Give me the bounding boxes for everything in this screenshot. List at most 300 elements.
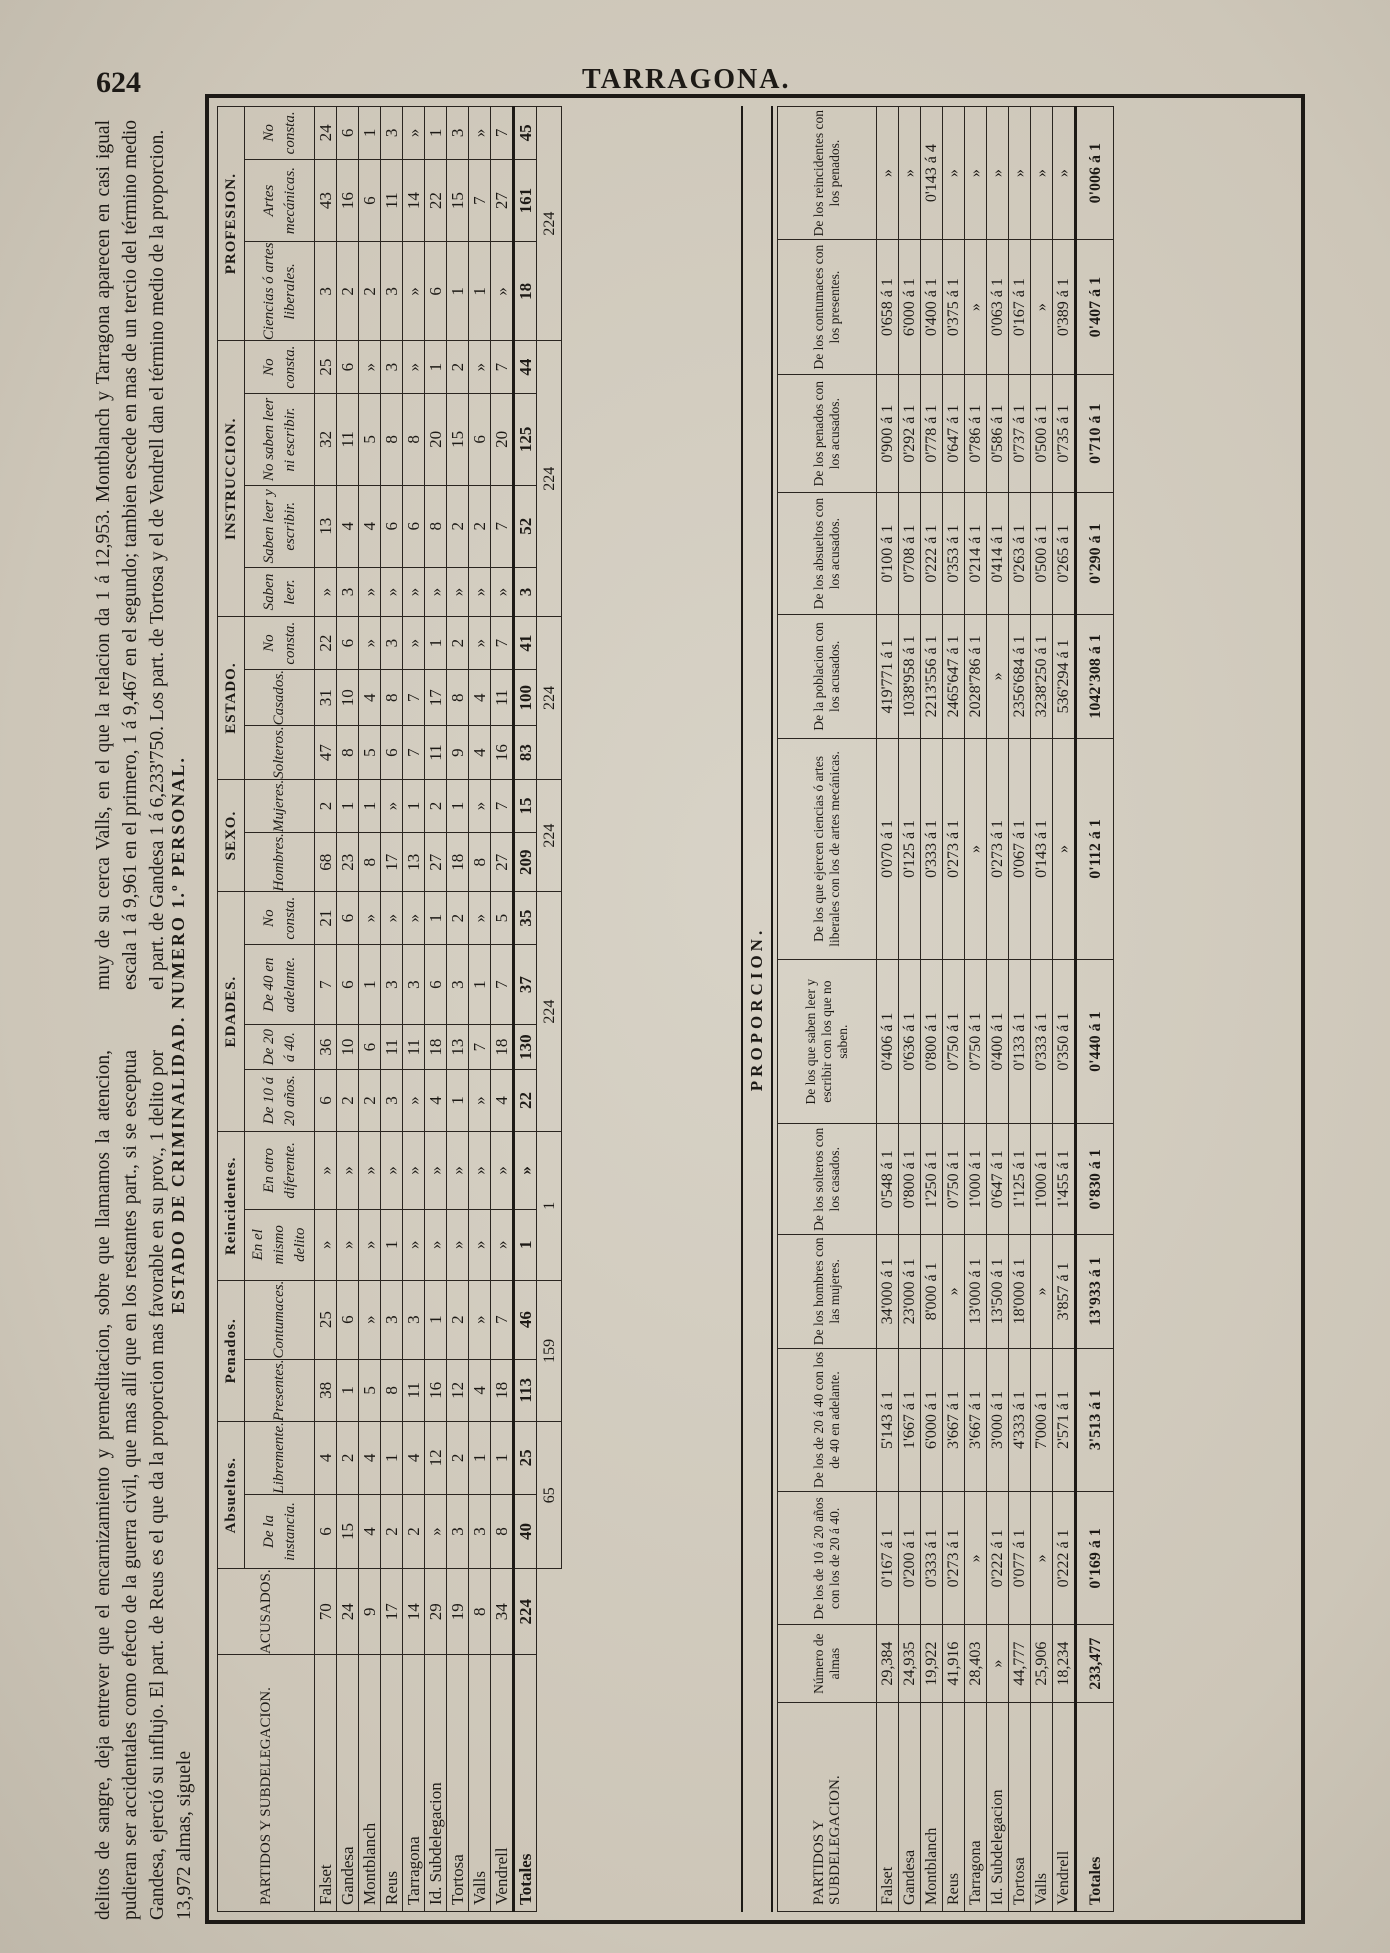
partido-name: Gandesa [899, 1703, 921, 1912]
table-cell: 6 [337, 107, 359, 160]
table-cell: 0'735 á 1 [1053, 374, 1076, 492]
table-cell: 0'737 á 1 [1009, 374, 1031, 492]
table-cell: 27 [425, 833, 447, 892]
table-cell: 1'000 á 1 [965, 1124, 987, 1235]
table-cell: 2 [359, 1070, 381, 1132]
rotated-content [90, 70, 1310, 1950]
table-cell: 1'250 á 1 [921, 1124, 943, 1235]
table-cell: 0'100 á 1 [877, 493, 899, 614]
table-cell: 68 [315, 833, 337, 892]
table-cell: 1 [425, 1280, 447, 1359]
table-cell: 11 [403, 1025, 425, 1070]
table-cell: » [965, 240, 987, 375]
table-cell: 11 [403, 1359, 425, 1422]
total-cell: 83 [514, 726, 537, 779]
total-cell: 100 [514, 669, 537, 725]
table-cell: 27 [491, 833, 514, 892]
total-cell: 1 [514, 1209, 537, 1280]
table-cell: 6 [337, 945, 359, 1025]
proporcion-header-5: De los solteros con los casados. [778, 1124, 877, 1235]
table-cell: 8 [381, 669, 403, 725]
table-cell: » [359, 567, 381, 617]
total-cell: 45 [514, 107, 537, 160]
table-cell: 22 [315, 617, 337, 670]
total-cell: 35 [514, 892, 537, 945]
partido-name: Tortosa [447, 1655, 469, 1912]
table-cell: 8 [469, 833, 491, 892]
table-cell: 4 [315, 1422, 337, 1495]
table-cell: 4 [403, 1422, 425, 1495]
table-cell: 41,916 [943, 1625, 965, 1703]
table-cell: 0'167 á 1 [1009, 240, 1031, 375]
group-sums-row [537, 107, 562, 1912]
table-cell: 6 [425, 945, 447, 1025]
table-cell: 0'389 á 1 [1053, 240, 1076, 375]
subhead-18: No consta. [245, 341, 315, 394]
total-cell: 37 [514, 945, 537, 1025]
total-cell: 22 [514, 1070, 537, 1132]
table-cell: 16 [491, 726, 514, 779]
table-cell: 0'750 á 1 [943, 959, 965, 1124]
table-cell: 0'263 á 1 [1009, 493, 1031, 614]
table-cell: 7 [491, 617, 514, 670]
partido-name: Falset [877, 1703, 899, 1912]
table-cell: 6 [381, 726, 403, 779]
table-cell: 29 [425, 1569, 447, 1655]
table-cell: » [1053, 739, 1076, 960]
table-cell: » [425, 567, 447, 617]
table-cell: » [315, 1209, 337, 1280]
table-cell: 7 [491, 945, 514, 1025]
table-cell: 2 [447, 617, 469, 670]
table-cell: » [381, 1131, 403, 1209]
table-cell: 0'222 á 1 [1053, 1492, 1076, 1625]
table-cell: 31 [315, 669, 337, 725]
partido-name: Valls [469, 1655, 491, 1912]
table-cell: 0'143 á 1 [1031, 739, 1053, 960]
table-cell: 0'222 á 1 [921, 493, 943, 614]
table-cell: » [359, 892, 381, 945]
total-cell: 209 [514, 833, 537, 892]
proporcion-header-3: De los de 20 á 40 con los de 40 en adelante. [778, 1348, 877, 1492]
table-cell: 6 [425, 242, 447, 341]
table-cell: 0'292 á 1 [899, 374, 921, 492]
table-cell: 6 [403, 485, 425, 567]
table-cell: 6 [381, 485, 403, 567]
table-row [1031, 107, 1053, 1912]
table-cell: 13 [403, 833, 425, 892]
table-cell: 8'000 á 1 [921, 1235, 943, 1348]
partido-name: Tarragona [403, 1655, 425, 1912]
table-cell: » [381, 779, 403, 832]
table-cell: 1'667 á 1 [899, 1348, 921, 1492]
table-cell: » [469, 1131, 491, 1209]
table-cell: » [1031, 107, 1053, 240]
table-cell: 2 [447, 1280, 469, 1359]
table-cell: » [965, 1492, 987, 1625]
table-cell: 23 [337, 833, 359, 892]
table-cell: 0'500 á 1 [1031, 493, 1053, 614]
proporcion-header-4: De los hombres con las mujeres. [778, 1235, 877, 1348]
partido-name: Tarragona [965, 1703, 987, 1912]
table-cell: » [469, 107, 491, 160]
table-cell: » [491, 1131, 514, 1209]
total-cell: 0'112 á 1 [1076, 739, 1114, 960]
table-row [425, 107, 447, 1912]
table-cell: 1 [447, 242, 469, 341]
table-cell: 70 [315, 1569, 337, 1655]
table-cell: 0'143 á 4 [921, 107, 943, 240]
table-cell: 13'500 á 1 [987, 1235, 1009, 1348]
table-cell: 34'000 á 1 [877, 1235, 899, 1348]
table-cell: 0'586 á 1 [987, 374, 1009, 492]
total-cell: 46 [514, 1280, 537, 1359]
total-cell: 52 [514, 485, 537, 567]
partido-name: Montblanch [921, 1703, 943, 1912]
table-cell: 3'667 á 1 [943, 1348, 965, 1492]
table-cell: 0'406 á 1 [877, 959, 899, 1124]
table-cell: 0'222 á 1 [987, 1492, 1009, 1625]
table-cell: » [403, 1209, 425, 1280]
table-cell: » [359, 1280, 381, 1359]
table-cell: 4 [491, 1070, 514, 1132]
totals-row [514, 107, 537, 1912]
total-cell: 25 [514, 1422, 537, 1495]
table-cell: » [469, 617, 491, 670]
table-cell: 23'000 á 1 [899, 1235, 921, 1348]
table-cell: 4 [359, 1494, 381, 1569]
table-row [1053, 107, 1076, 1912]
subhead-1: Libremente. [245, 1422, 315, 1495]
table-cell: 2213'556 á 1 [921, 614, 943, 738]
table-cell: 2 [337, 1070, 359, 1132]
table-cell: 25 [315, 341, 337, 394]
proporcion-header-7: De los que ejercen ciencias ó artes liberales con los de artes mecánicas. [778, 739, 877, 960]
table-cell: 2'571 á 1 [1053, 1348, 1076, 1492]
table-cell: 18 [425, 1025, 447, 1070]
table-cell: 18 [491, 1359, 514, 1422]
table-cell: » [447, 1131, 469, 1209]
table-cell: » [403, 242, 425, 341]
table-cell: 6 [359, 159, 381, 242]
total-cell: 233,477 [1076, 1625, 1114, 1703]
table-cell: 7 [469, 159, 491, 242]
table-cell: 0'400 á 1 [921, 240, 943, 375]
table-frame [205, 94, 1305, 1924]
table-cell: 20 [425, 393, 447, 485]
table-cell: 22 [425, 159, 447, 242]
subhead-0: De la instancia. [245, 1494, 315, 1569]
table-cell: 6'000 á 1 [921, 1348, 943, 1492]
table-cell: 1 [359, 779, 381, 832]
group-sum: 1 [537, 1131, 562, 1280]
table-cell: » [965, 107, 987, 240]
table-cell: 29,384 [877, 1625, 899, 1703]
subhead-21: No consta. [245, 107, 315, 160]
table-row [359, 107, 381, 1912]
table-cell: » [987, 107, 1009, 240]
table-cell: 8 [447, 669, 469, 725]
table-cell: 6 [469, 393, 491, 485]
total-cell: 3 [514, 567, 537, 617]
table-cell: » [469, 341, 491, 394]
table-cell: 16 [425, 1359, 447, 1422]
total-cell: 41 [514, 617, 537, 670]
group-instruccion: INSTRUCCION. [218, 341, 245, 617]
proporcion-header-10: De los penados con los acusados. [778, 374, 877, 492]
table-cell: 21 [315, 892, 337, 945]
group-sum: 224 [537, 892, 562, 1132]
table-cell: 1'000 á 1 [1031, 1124, 1053, 1235]
table-cell: » [337, 1131, 359, 1209]
table-cell: 3 [381, 617, 403, 670]
table-cell: 44,777 [1009, 1625, 1031, 1703]
table-cell: 0'273 á 1 [943, 1492, 965, 1625]
total-cell: 0'440 á 1 [1076, 959, 1114, 1124]
table-cell: 1 [491, 1422, 514, 1495]
table-cell: 36 [315, 1025, 337, 1070]
table-cell: 11 [425, 726, 447, 779]
table-cell: 1 [447, 1070, 469, 1132]
table-cell: 13 [447, 1025, 469, 1070]
table-cell: 18,234 [1053, 1625, 1076, 1703]
table-cell: 5 [491, 892, 514, 945]
table-cell: 2465'647 á 1 [943, 614, 965, 738]
partido-name: Montblanch [359, 1655, 381, 1912]
table-cell: » [359, 1209, 381, 1280]
table-cell: 0'077 á 1 [1009, 1492, 1031, 1625]
table-cell: 9 [359, 1569, 381, 1655]
table-cell: 1'455 á 1 [1053, 1124, 1076, 1235]
table-cell: 3 [381, 242, 403, 341]
group-sum: 224 [537, 617, 562, 779]
table-cell: » [447, 1209, 469, 1280]
table-cell: 6 [337, 341, 359, 394]
table-cell: 0'067 á 1 [1009, 739, 1031, 960]
table-cell: 3'667 á 1 [965, 1348, 987, 1492]
table-cell: » [425, 1131, 447, 1209]
table-cell: 11 [491, 669, 514, 725]
table-cell: 1 [425, 341, 447, 394]
total-cell: 0'169 á 1 [1076, 1492, 1114, 1625]
table-cell: 19,922 [921, 1625, 943, 1703]
table-cell: 0'900 á 1 [877, 374, 899, 492]
acusados-header: ACUSADOS. [218, 1569, 315, 1655]
table-cell: 3 [381, 107, 403, 160]
proporcion-header-9: De los absueltos con los acusados. [778, 493, 877, 614]
table-cell: 4 [469, 726, 491, 779]
table-cell: 14 [403, 1569, 425, 1655]
table-cell: » [1031, 240, 1053, 375]
proporcion-header-6: De los que saben leer y escribir con los que no saben. [778, 959, 877, 1124]
table-cell: 4 [337, 485, 359, 567]
table-row [403, 107, 425, 1912]
proporcion-header-2: De los de 10 á 20 años con los de 20 á 40. [778, 1492, 877, 1625]
table-cell: 0'133 á 1 [1009, 959, 1031, 1124]
proporcion-title: PROPORCION. [741, 106, 773, 1912]
personal-table [217, 106, 562, 1912]
table-row [1009, 107, 1031, 1912]
table-cell: 3238'250 á 1 [1031, 614, 1053, 738]
table-cell: » [403, 1070, 425, 1132]
total-cell: » [514, 1131, 537, 1209]
table-cell: » [381, 567, 403, 617]
total-cell: 0'290 á 1 [1076, 493, 1114, 614]
table-row [943, 107, 965, 1912]
table-cell: 9 [447, 726, 469, 779]
intro-paragraph-1: delitos de sangre, deja entrever que el encarnizamiento y premeditacion, sobre que llamamos la atencion, pudieran ser accidentales como efecto de la guerra civil, que mas allí que en los restantes part., si se esceptua Gandesa, ejerció su influjo. El part. de Reus es el que da la proporcion mas favorable en su prov., 1 delito por 13,972 almas, siguele [93, 1050, 195, 1920]
intro-paragraph-2: muy de su cerca Valls, en el que la relacion da 1 á 12,953. Montblanch y Tarragona aparecen en casi igual escala 1 á 9,961 en el primero, 1 á 9,467 en el segundo; tambien escede en mas de un tercio del término medio el part. de Gandesa 1 á 6,233'750. Los part. de Tortosa y el de Vendrell dan el término medio de la proporcion. [93, 120, 168, 990]
table-cell: 12 [447, 1359, 469, 1422]
table-cell: 1 [447, 779, 469, 832]
table-cell: 0'778 á 1 [921, 374, 943, 492]
table-row [381, 107, 403, 1912]
table-cell: 20 [491, 393, 514, 485]
table-cell: 17 [425, 669, 447, 725]
table-cell: 3 [469, 1494, 491, 1569]
partido-name: Gandesa [337, 1655, 359, 1912]
table-cell: 6 [337, 1280, 359, 1359]
table-cell: 0'647 á 1 [943, 374, 965, 492]
subhead-12: Solteros. [245, 726, 315, 779]
table-cell: » [943, 107, 965, 240]
table-cell: 0'333 á 1 [921, 739, 943, 960]
table-cell: 2 [337, 242, 359, 341]
group-penados: Penados. [218, 1280, 245, 1421]
table-cell: 34 [491, 1569, 514, 1655]
group-reincidentes: Reincidentes. [218, 1131, 245, 1280]
partidos-header: PARTIDOS Y SUBDELEGACION. [218, 1655, 315, 1912]
total-cell: 1042'308 á 1 [1076, 614, 1114, 738]
table-cell: 0'063 á 1 [987, 240, 1009, 375]
table-cell: 8 [359, 833, 381, 892]
blank-cell [537, 1569, 562, 1655]
group-sum: 159 [537, 1280, 562, 1421]
table-cell: 7 [491, 485, 514, 567]
table-cell: 0'125 á 1 [899, 739, 921, 960]
table-cell: 536'294 á 1 [1053, 614, 1076, 738]
proporcion-header-11: De los contumaces con los presentes. [778, 240, 877, 375]
table-cell: 0'265 á 1 [1053, 493, 1076, 614]
table-cell: 3 [447, 945, 469, 1025]
table-cell: » [899, 107, 921, 240]
table-cell: » [491, 1209, 514, 1280]
table-cell: 24 [337, 1569, 359, 1655]
table-cell: 6 [359, 1025, 381, 1070]
subhead-11: Mujeres. [245, 779, 315, 832]
table-cell: 1 [425, 617, 447, 670]
table-cell: 0'333 á 1 [921, 1492, 943, 1625]
table-cell: 7 [403, 726, 425, 779]
table-cell: 2 [469, 485, 491, 567]
table-cell: 0'636 á 1 [899, 959, 921, 1124]
table-cell: 10 [337, 1025, 359, 1070]
table-cell: 1 [359, 945, 381, 1025]
blank-cell [537, 1655, 562, 1912]
total-cell: 125 [514, 393, 537, 485]
table-cell: 0'500 á 1 [1031, 374, 1053, 492]
table-cell: 7 [491, 107, 514, 160]
table-cell: 4 [469, 1359, 491, 1422]
subhead-4: En el mismo delito [245, 1209, 315, 1280]
table-cell: » [469, 1280, 491, 1359]
table-cell: » [403, 341, 425, 394]
table-cell: 2 [425, 779, 447, 832]
table-row [447, 107, 469, 1912]
table-cell: 0'708 á 1 [899, 493, 921, 614]
table-cell: » [1031, 1235, 1053, 1348]
table-row [337, 107, 359, 1912]
table-cell: 38 [315, 1359, 337, 1422]
table-cell: 8 [381, 393, 403, 485]
table-cell: » [381, 892, 403, 945]
table-cell: 1 [425, 107, 447, 160]
table-cell: » [403, 1131, 425, 1209]
table-cell: 0'200 á 1 [899, 1492, 921, 1625]
total-cell: 224 [514, 1569, 537, 1655]
table-cell: 6 [337, 892, 359, 945]
table-cell: 2 [447, 1422, 469, 1495]
table-cell: 3 [315, 242, 337, 341]
table-cell: 0'214 á 1 [965, 493, 987, 614]
table-cell: 1 [403, 779, 425, 832]
table-cell: 5 [359, 1359, 381, 1422]
subhead-14: No consta. [245, 617, 315, 670]
table-cell: 2 [315, 779, 337, 832]
table-cell: 6 [337, 617, 359, 670]
table-cell: 7 [491, 341, 514, 394]
table-cell: 2 [447, 892, 469, 945]
table-cell: 4 [359, 1422, 381, 1495]
subhead-2: Presentes. [245, 1359, 315, 1422]
table-cell: 0'750 á 1 [943, 1124, 965, 1235]
table-cell: 2028'786 á 1 [965, 614, 987, 738]
total-cell: 0'830 á 1 [1076, 1124, 1114, 1235]
table-cell: » [469, 779, 491, 832]
subhead-9: No consta. [245, 892, 315, 945]
group-edades: EDADES. [218, 892, 245, 1132]
table-row [491, 107, 514, 1912]
table-cell: 12 [425, 1422, 447, 1495]
totals-label: Totales [514, 1655, 537, 1912]
table-cell: 1 [337, 779, 359, 832]
table-cell: 3 [403, 945, 425, 1025]
table-cell: 0'548 á 1 [877, 1124, 899, 1235]
table-cell: » [425, 1494, 447, 1569]
table-cell: 0'786 á 1 [965, 374, 987, 492]
table-cell: 17 [381, 833, 403, 892]
table-row [987, 107, 1009, 1912]
total-cell: 0'710 á 1 [1076, 374, 1114, 492]
table-cell: 1 [469, 242, 491, 341]
table-cell: 0'070 á 1 [877, 739, 899, 960]
table-cell: » [877, 107, 899, 240]
table-cell: 8 [469, 1569, 491, 1655]
table-cell: 3 [381, 945, 403, 1025]
table-cell: 2 [447, 341, 469, 394]
table-cell: 15 [447, 393, 469, 485]
table-cell: 11 [381, 1025, 403, 1070]
table-cell: » [491, 567, 514, 617]
table-cell: 2 [337, 1422, 359, 1495]
table-cell: 2 [381, 1494, 403, 1569]
subhead-7: De 20 á 40. [245, 1025, 315, 1070]
table-cell: » [447, 567, 469, 617]
table-cell: 419'771 á 1 [877, 614, 899, 738]
table-cell: 4 [425, 1070, 447, 1132]
table-cell: 13 [315, 485, 337, 567]
table-cell: 1 [425, 892, 447, 945]
